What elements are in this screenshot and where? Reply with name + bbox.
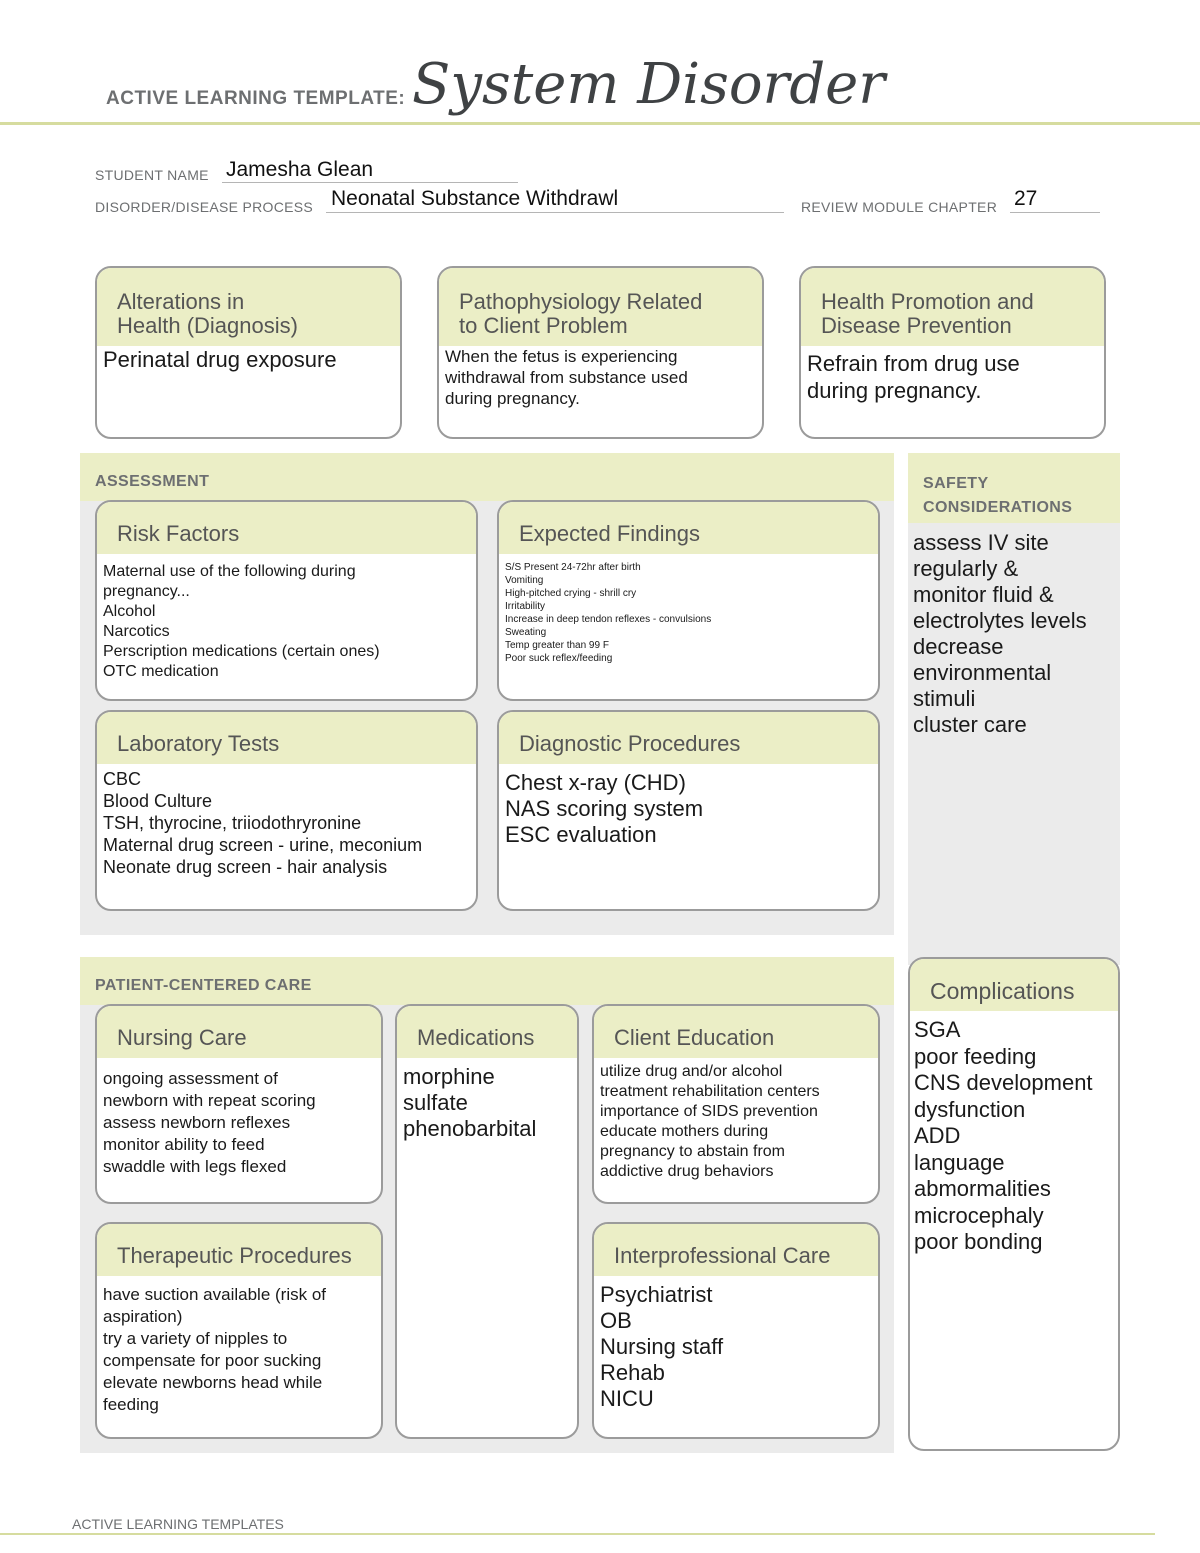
- student-name-label: STUDENT NAME: [95, 167, 209, 183]
- nursing-care-body[interactable]: ongoing assessment of newborn with repeat scoring assess newborn reflexes monitor ability to feed swaddle with legs flexed: [103, 1069, 316, 1176]
- interprofessional-care-box: [592, 1222, 880, 1439]
- template-label: ACTIVE LEARNING TEMPLATE:: [106, 88, 406, 109]
- complications-title: Complications: [910, 959, 1118, 1011]
- expected-findings-box: [497, 500, 880, 701]
- safety-body[interactable]: assess IV site regularly & monitor fluid & electrolytes levels decrease environmental stimuli cluster care: [913, 530, 1087, 737]
- disorder-label: DISORDER/DISEASE PROCESS: [95, 199, 314, 215]
- medications-body[interactable]: morphine sulfate phenobarbital: [403, 1064, 537, 1141]
- complications-box: [908, 957, 1120, 1451]
- lab-tests-box: [95, 710, 478, 911]
- assessment-title: ASSESSMENT: [95, 473, 210, 490]
- complications-body[interactable]: SGA poor feeding CNS development dysfunction ADD language abmormalities microcephaly poor bonding: [914, 1017, 1093, 1254]
- risk-factors-title: Risk Factors: [97, 502, 476, 554]
- chapter-value[interactable]: 27: [1014, 187, 1038, 210]
- template-title: System Disorder: [412, 52, 886, 117]
- alterations-title: Alterations in Health (Diagnosis): [97, 268, 400, 346]
- expected-findings-body[interactable]: S/S Present 24-72hr after birth Vomiting High-pitched crying - shrill cry Irritability Increase in deep tendon reflexes - convulsions Sweating Temp greater than 99 F Poor suck reflex/feeding: [505, 562, 712, 664]
- risk-factors-box: [95, 500, 478, 701]
- nursing-care-box: [95, 1004, 383, 1204]
- health-promotion-body[interactable]: Refrain from drug use during pregnancy.: [807, 351, 1020, 403]
- disorder-underline: [326, 212, 784, 213]
- safety-title: SAFETY CONSIDERATIONS: [923, 475, 1073, 516]
- student-name-value[interactable]: Jamesha Glean: [226, 158, 374, 181]
- interprofessional-care-body[interactable]: Psychiatrist OB Nursing staff Rehab NICU: [600, 1282, 724, 1411]
- disorder-value[interactable]: Neonatal Substance Withdrawl: [331, 187, 619, 210]
- pathophysiology-body[interactable]: When the fetus is experiencing withdrawal from substance used during pregnancy.: [445, 347, 688, 408]
- alterations-body[interactable]: Perinatal drug exposure: [103, 347, 337, 372]
- pathophysiology-box: [437, 266, 764, 439]
- expected-findings-title: Expected Findings: [499, 502, 878, 554]
- diagnostic-procedures-title: Diagnostic Procedures: [499, 712, 878, 764]
- patient-care-title: PATIENT-CENTERED CARE: [95, 977, 312, 994]
- chapter-underline: [1010, 212, 1100, 213]
- medications-title: Medications: [397, 1006, 577, 1058]
- health-promotion-title: Health Promotion and Disease Prevention: [801, 268, 1104, 346]
- interprofessional-care-title: Interprofessional Care: [594, 1224, 878, 1276]
- lab-tests-body[interactable]: CBC Blood Culture TSH, thyrocine, triiodothryronine Maternal drug screen - urine, meconium Neonate drug screen - hair analysis: [103, 769, 423, 877]
- client-education-title: Client Education: [594, 1006, 878, 1058]
- student-name-underline: [222, 182, 518, 183]
- therapeutic-procedures-box: [95, 1222, 383, 1439]
- client-education-box: [592, 1004, 880, 1204]
- therapeutic-procedures-title: Therapeutic Procedures: [97, 1224, 381, 1276]
- client-education-body[interactable]: utilize drug and/or alcohol treatment rehabilitation centers importance of SIDS prevention educate mothers during pregnancy to abstain from addictive drug behaviors: [600, 1063, 820, 1180]
- header-divider: [0, 122, 1200, 125]
- chapter-label: REVIEW MODULE CHAPTER: [801, 199, 998, 215]
- lab-tests-title: Laboratory Tests: [97, 712, 476, 764]
- footer-label: ACTIVE LEARNING TEMPLATES: [72, 1516, 284, 1532]
- nursing-care-title: Nursing Care: [97, 1006, 381, 1058]
- diagnostic-procedures-box: [497, 710, 880, 911]
- footer-divider: [0, 1533, 1155, 1535]
- diagnostic-procedures-body[interactable]: Chest x-ray (CHD) NAS scoring system ESC evaluation: [505, 770, 704, 847]
- medications-box: [395, 1004, 579, 1439]
- health-promotion-box: [799, 266, 1106, 439]
- therapeutic-procedures-body[interactable]: have suction available (risk of aspiration) try a variety of nipples to compensate for poor sucking elevate newborns head while feeding: [103, 1285, 327, 1414]
- risk-factors-body[interactable]: Maternal use of the following during pregnancy... Alcohol Narcotics Perscription medications (certain ones) OTC medication: [103, 563, 380, 680]
- alterations-box: [95, 266, 402, 439]
- pathophysiology-title: Pathophysiology Related to Client Problem: [439, 268, 762, 346]
